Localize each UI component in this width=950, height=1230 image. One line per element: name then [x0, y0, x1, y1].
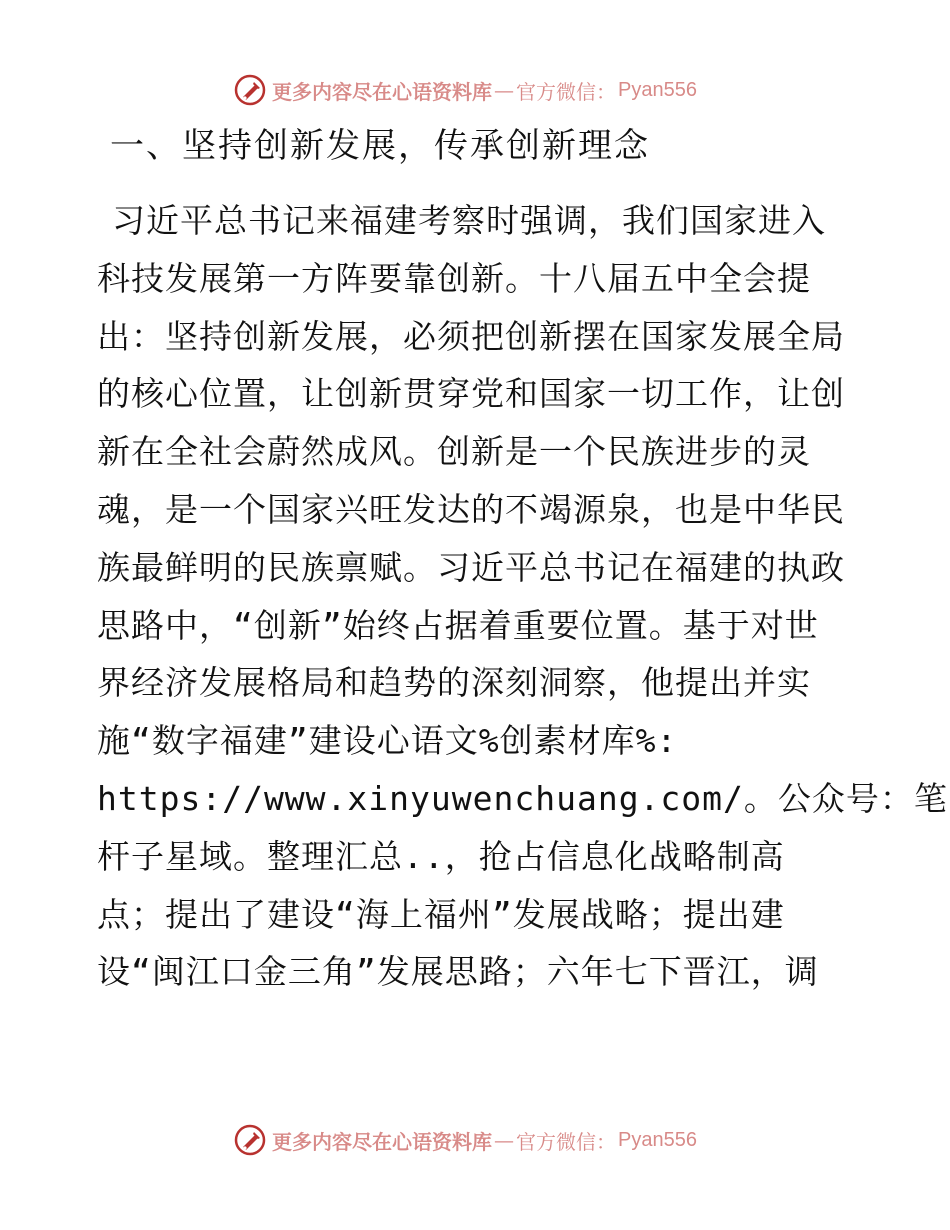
paragraph-line: 施“数字福建”建设心语文%创素材库%: — [97, 721, 678, 761]
banner-separator: — — [494, 1128, 514, 1152]
paragraph-line: 界经济发展格局和趋势的深刻洞察，他提出并实 — [97, 663, 811, 703]
paragraph-line: 设“闽江口金三角”发展思路；六年七下晋江，调 — [97, 952, 819, 992]
paragraph-line: 魂，是一个国家兴旺发达的不竭源泉，也是中华民 — [97, 489, 845, 529]
paragraph-line: 点；提出了建设“海上福州”发展战略；提出建 — [97, 894, 785, 934]
paragraph-line: 出：坚持创新发展，必须把创新摆在国家发展全局 — [97, 316, 845, 356]
body-paragraph — [97, 192, 948, 1001]
banner-brand-text: 更多内容尽在心语资料库 — [272, 79, 492, 104]
pen-logo-icon — [234, 74, 266, 106]
banner-wechat-id: Pyan556 — [618, 1128, 697, 1151]
header-banner — [234, 72, 697, 108]
paragraph-line: 习近平总书记来福建考察时强调，我们国家进入 — [112, 201, 826, 240]
paragraph-line: 族最鲜明的民族禀赋。习近平总书记在福建的执政 — [97, 547, 845, 587]
paragraph-line: 科技发展第一方阵要靠创新。十八届五中全会提 — [97, 258, 811, 298]
banner-brand-text: 更多内容尽在心语资料库 — [272, 1129, 492, 1154]
paragraph-line: 杆子星域。整理汇总..，抢占信息化战略制高 — [97, 836, 785, 876]
footer-banner — [234, 1122, 697, 1158]
pen-logo-icon — [234, 1124, 266, 1156]
banner-official-label: 官方微信： — [516, 1129, 616, 1154]
paragraph-line: 新在全社会蔚然成风。创新是一个民族进步的灵 — [97, 432, 811, 472]
url-line: https://www.xinyuwenchuang.com/。公众号：笔 — [97, 778, 948, 818]
section-heading: 一、坚持创新发展，传承创新理念 — [110, 126, 650, 166]
paragraph-line: 思路中，“创新”始终占据着重要位置。基于对世 — [97, 605, 819, 645]
banner-official-label: 官方微信： — [516, 79, 616, 104]
banner-wechat-id: Pyan556 — [618, 78, 697, 101]
paragraph-line: 的核心位置，让创新贯穿党和国家一切工作，让创 — [97, 374, 845, 414]
banner-separator: — — [494, 78, 514, 102]
